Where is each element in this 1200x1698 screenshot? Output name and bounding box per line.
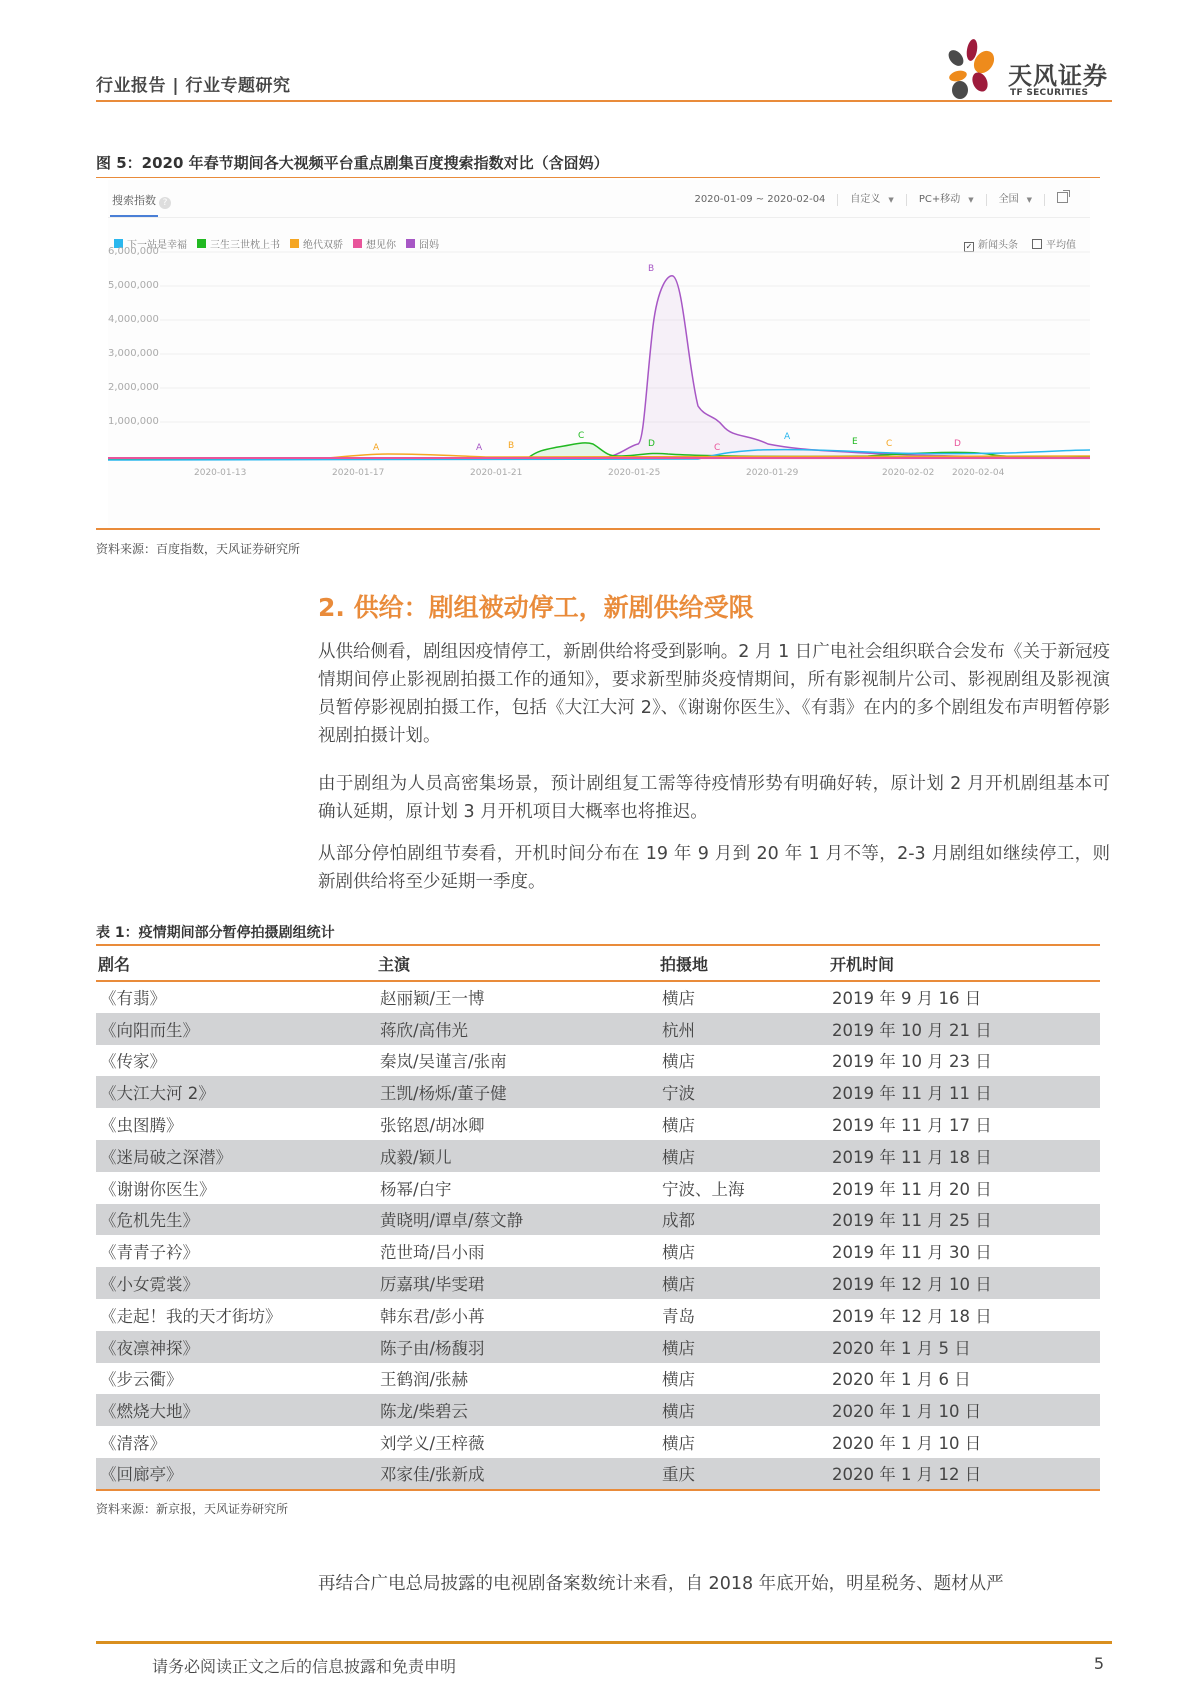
cell-cast: 王凯/杨烁/董子健 [376,1076,658,1108]
caret-down-icon: ▼ [968,195,974,204]
cell-start-date: 2020 年 1 月 10 日 [832,1434,982,1454]
cell-title: 《小女霓裳》 [96,1267,376,1299]
y-tick-label: 6,000,000 [108,246,159,257]
cell-cast: 陈子由/杨馥羽 [376,1331,658,1363]
logo-text-cn: 天风证券 [1008,62,1108,90]
x-tick-label: 2020-01-25 [608,468,661,478]
chart-lines [108,246,1090,476]
figure-title: 图 5：2020 年春节期间各大视频平台重点剧集百度搜索指数对比（含囧妈） [96,154,609,172]
cell-title: 《夜凛神探》 [96,1331,376,1363]
caret-down-icon: ▼ [1026,195,1032,204]
tab-search-index[interactable] [112,192,171,209]
footer-divider [96,1641,1112,1644]
legend-label: 绝代双骄 [303,240,343,251]
cell-start-date: 2019 年 11 月 25 日 [828,1204,1100,1236]
cell-location: 横店 [662,1243,695,1263]
footer-disclaimer: 请务必阅读正文之后的信息披露和免责申明 [152,1657,457,1676]
cell-cast: 杨幂/白宇 [380,1179,452,1199]
period-value: 自定义 [850,193,881,205]
cell-title: 《走起！我的天才街坊》 [100,1306,282,1326]
external-link-icon [1057,192,1068,203]
toggle-label: 新闻头条 [978,240,1018,251]
company-logo [942,38,1112,100]
cell-start-date: 2019 年 11 月 18 日 [828,1140,1100,1172]
cell-start-date: 2020 年 1 月 12 日 [828,1458,1100,1490]
table-row [96,1172,1100,1204]
tab-label: 搜索指数 [112,194,156,207]
table-row [96,1426,1100,1458]
column-header: 开机时间 [830,955,895,974]
svg-text:C: C [886,439,893,449]
cell-location: 横店 [662,1116,695,1136]
table-row [96,1235,1100,1267]
cell-location: 杭州 [658,1013,828,1045]
cell-start-date: 2019 年 10 月 23 日 [832,1052,992,1072]
cell-title: 《迷局破之深潜》 [96,1140,376,1172]
column-header: 剧名 [98,955,131,974]
cell-title: 《谢谢你医生》 [100,1179,216,1199]
x-tick-label: 2020-01-17 [332,468,385,478]
table-row [96,981,1100,1013]
table-row [96,1299,1100,1331]
cell-cast: 厉嘉琪/毕雯珺 [376,1267,658,1299]
toggle-label: 平均值 [1046,240,1076,251]
cell-cast: 赵丽颖/王一博 [380,989,485,1009]
cell-cast: 韩东君/彭小苒 [380,1306,485,1326]
cell-location: 横店 [662,1052,695,1072]
cell-cast: 范世琦/吕小雨 [380,1243,485,1263]
y-tick-label: 5,000,000 [108,280,159,291]
legend-label: 囧妈 [419,240,439,251]
page-header [96,38,1112,104]
cell-start-date: 2019 年 9 月 16 日 [832,989,982,1009]
cell-title: 《危机先生》 [96,1204,376,1236]
cell-start-date: 2019 年 12 月 18 日 [832,1306,992,1326]
table-row [96,1204,1100,1236]
cell-title: 《大江大河 2》 [96,1076,376,1108]
baidu-index-chart-panel [108,180,1090,526]
svg-text:C: C [578,431,585,441]
cell-cast: 黄晓明/谭卓/蔡文静 [376,1204,658,1236]
y-tick-label: 3,000,000 [108,348,159,359]
svg-text:D: D [648,439,655,449]
cell-location: 横店 [662,1370,695,1390]
cell-title: 《步云衢》 [100,1370,183,1390]
figure-source: 资料来源：百度指数，天风证券研究所 [96,542,301,556]
table-title: 表 1：疫情期间部分暂停拍摄剧组统计 [96,925,335,941]
cell-cast: 成毅/颖儿 [376,1140,658,1172]
help-icon[interactable]: ? [159,197,171,209]
header-divider [96,100,1112,102]
cell-location: 横店 [658,1267,828,1299]
cell-cast: 王鹤润/张赫 [380,1370,469,1390]
report-category: 行业报告 | 行业专题研究 [96,76,291,96]
table-row [96,1458,1100,1490]
cell-start-date: 2020 年 1 月 10 日 [828,1394,1100,1426]
cell-title: 《青青子衿》 [100,1243,199,1263]
caret-down-icon: ▼ [888,195,894,204]
cell-title: 《燃烧大地》 [96,1394,376,1426]
y-tick-label: 1,000,000 [108,416,159,427]
period-dropdown[interactable] [838,194,906,206]
svg-text:D: D [954,439,961,449]
paragraph: 由于剧组为人员高密集场景，预计剧组复工需等待疫情形势有明确好转，原计划 2 月开机剧组基本可确认延期，原计划 3 月开机项目大概率也将推迟。 [318,774,1110,822]
cell-start-date: 2019 年 11 月 11 日 [828,1076,1100,1108]
x-tick-label: 2020-01-21 [470,468,523,478]
table-row [96,1267,1100,1299]
table-row [96,1108,1100,1140]
y-tick-label: 4,000,000 [108,314,159,325]
x-tick-label: 2020-01-13 [194,468,247,478]
table-row [96,1013,1100,1045]
cell-start-date: 2020 年 1 月 6 日 [832,1370,971,1390]
figure-top-divider [96,177,1100,178]
line-chart-plot [108,246,1090,526]
legend-label: 想见你 [366,240,396,251]
cell-start-date: 2019 年 11 月 20 日 [832,1179,992,1199]
cell-location: 宁波 [658,1076,828,1108]
region-dropdown[interactable] [987,194,1045,206]
x-tick-label: 2020-02-02 [882,468,935,478]
svg-text:E: E [852,437,858,447]
cell-location: 成都 [658,1204,828,1236]
cell-location: 横店 [658,1394,828,1426]
table-top-divider [96,944,1100,946]
paragraph: 从部分停怕剧组节奏看，开机时间分布在 19 年 9 月到 20 年 1 月不等，2-3 月剧组如继续停工，则新剧供给将至少延期一季度。 [318,844,1110,892]
table-row [96,1331,1100,1363]
cell-location: 重庆 [658,1458,828,1490]
x-tick-label: 2020-01-29 [746,468,799,478]
cell-start-date: 2019 年 12 月 10 日 [828,1267,1100,1299]
x-tick-label: 2020-02-04 [952,468,1005,478]
region-value: 全国 [998,193,1019,205]
cell-cast: 秦岚/吴谨言/张南 [380,1052,507,1072]
table-source: 资料来源：新京报，天风证券研究所 [96,1502,289,1516]
cell-title: 《传家》 [100,1052,166,1072]
share-button[interactable] [1045,192,1080,207]
tf-flower-logo-icon [942,38,1002,100]
cell-cast: 邓家佳/张新成 [376,1458,658,1490]
svg-text:C: C [714,443,721,453]
cell-cast: 张铭恩/胡冰卿 [380,1116,485,1136]
page-number: 5 [1093,1654,1104,1673]
cell-cast: 陈龙/柴碧云 [376,1394,658,1426]
paragraph: 再结合广电总局披露的电视剧备案数统计来看，自 2018 年底开始，明星税务、题材从严 [318,1574,1004,1594]
table-row [96,1140,1100,1172]
cell-cast: 刘学义/王梓薇 [380,1434,485,1454]
cell-location: 横店 [658,1331,828,1363]
table-row [96,1076,1100,1108]
column-header: 主演 [378,955,411,974]
y-tick-label: 2,000,000 [108,382,159,393]
cell-location: 青岛 [662,1306,695,1326]
legend-label: 下一站是幸福 [127,240,187,251]
svg-text:A: A [784,432,791,442]
chart-controls [682,192,1080,207]
legend-label: 三生三世枕上书 [210,240,280,251]
device-dropdown[interactable] [907,194,987,206]
cell-title: 《清落》 [100,1434,166,1454]
figure-bottom-divider [96,528,1100,530]
cell-start-date: 2020 年 1 月 5 日 [828,1331,1100,1363]
cell-start-date: 2019 年 10 月 21 日 [828,1013,1100,1045]
table-header-row [96,947,1100,981]
checkbox-checked-icon[interactable]: ✓ [965,242,973,251]
section-heading: 2. 供给：剧组被动停工，新剧供给受限 [318,593,754,622]
column-header: 拍摄地 [660,955,709,974]
cell-start-date: 2019 年 11 月 17 日 [832,1116,992,1136]
table-row [96,1045,1100,1077]
svg-text:A: A [476,443,483,453]
date-range-picker[interactable]: 2020-01-09 ~ 2020-02-04 [682,194,838,206]
logo-text-en: TF SECURITIES [1010,88,1089,98]
cell-title: 《向阳而生》 [96,1013,376,1045]
cell-location: 横店 [662,989,695,1009]
cell-location: 横店 [662,1434,695,1454]
cell-location: 横店 [658,1140,828,1172]
svg-text:B: B [648,264,655,274]
svg-text:B: B [508,441,515,451]
cell-location: 宁波、上海 [662,1179,745,1199]
cell-start-date: 2019 年 11 月 30 日 [832,1243,992,1263]
cell-title: 《虫图腾》 [100,1116,183,1136]
cell-title: 《回廊亭》 [96,1458,376,1490]
suspended-productions-table [96,947,1100,1491]
cell-cast: 蒋欣/高伟光 [376,1013,658,1045]
table-row [96,1363,1100,1395]
cell-title: 《有翡》 [100,989,166,1009]
device-value: PC+移动 [918,193,961,205]
tab-divider [108,217,1090,218]
svg-text:A: A [373,443,380,453]
table-row [96,1394,1100,1426]
paragraph: 从供给侧看，剧组因疫情停工，新剧供给将受到影响。2 月 1 日广电社会组织联合会发布《关于新冠疫情期间停止影视剧拍摄工作的通知》，要求新型肺炎疫情期间，所有影视制片公司、影视剧组及影视演员暂停影视剧拍摄工作，包括《大江大河 2》、《谢谢你医生》、《有翡》在内的多个剧组发布声明暂停影视剧拍摄计划。 [318,642,1110,746]
